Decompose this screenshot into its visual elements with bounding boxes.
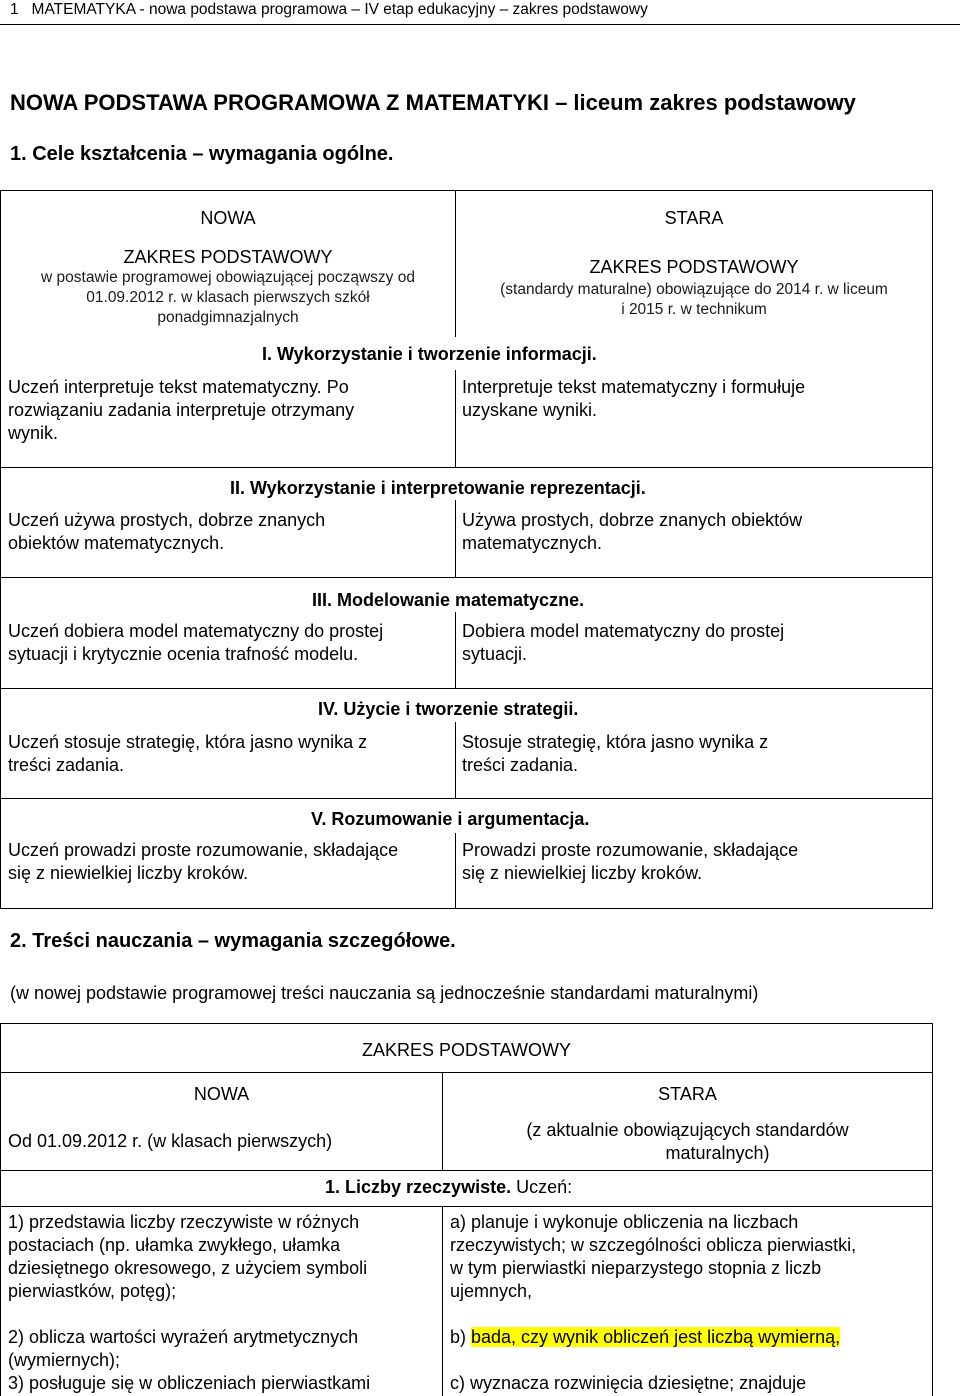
- old-desc-line-1: (standardy maturalne) obowiązujące do 2014 r. w liceum: [500, 281, 888, 298]
- row3-new: [8, 620, 383, 666]
- old-item-a-line-3: w tym pierwiastki nieparzystego stopnia z liczb: [450, 1258, 822, 1278]
- old-item-a-line-1: a) planuje i wykonuje obliczenia na liczbach: [450, 1212, 799, 1232]
- row5-new-line-2: się z niewielkiej liczby kroków.: [8, 863, 249, 883]
- old-item-b-highlight: bada, czy wynik obliczeń jest liczbą wymierną,: [471, 1327, 841, 1347]
- new-item3-line-1: 3) posługuje się w obliczeniach pierwiastkami: [8, 1373, 371, 1393]
- row2-old-line-2: matematycznych.: [462, 533, 603, 553]
- topic-rest: Uczeń:: [511, 1177, 573, 1197]
- row2-heading: II. Wykorzystanie i interpretowanie reprezentacji.: [230, 478, 646, 498]
- table1-hline-2: [0, 577, 933, 578]
- row1-new-line-3: wynik.: [8, 423, 59, 443]
- table1-divider-r3: [455, 612, 456, 688]
- row4-old: [462, 731, 768, 777]
- new-item1-line-3: dziesiętnego okresowego, z użyciem symboli: [8, 1258, 368, 1278]
- new-desc-line-1: w postawie programowej obowiązującej począwszy od: [41, 269, 415, 286]
- table2-hline-scope: [0, 1072, 933, 1073]
- row1-new: [8, 376, 354, 445]
- new-desc-line-2: 01.09.2012 r. w klasach pierwszych szkół: [86, 289, 370, 306]
- header-text: MATEMATYKA - nowa podstawa programowa – IV etap edukacyjny – zakres podstawowy: [31, 1, 648, 18]
- row5-new-line-1: Uczeń prowadzi proste rozumowanie, składające: [8, 840, 399, 860]
- table2-divider-body: [442, 1206, 443, 1396]
- table1-border-bottom: [0, 908, 933, 909]
- old-column-head: STARA: [664, 208, 724, 228]
- table1-hline-4: [0, 798, 933, 799]
- table2-hline-topic: [0, 1206, 933, 1207]
- old-item-b-prefix: b): [450, 1327, 472, 1347]
- topic-heading: [325, 1176, 572, 1199]
- running-header: [10, 1, 648, 19]
- new-desc-line-3: ponadgimnazjalnych: [157, 309, 299, 326]
- old-item-b: [450, 1326, 856, 1349]
- row4-new-line-2: treści zadania.: [8, 755, 125, 775]
- table2-new-head: NOWA: [193, 1084, 250, 1104]
- table1-border-top: [0, 190, 933, 191]
- row1-old-line-2: uzyskane wyniki.: [462, 400, 598, 420]
- row3-old: [462, 620, 784, 666]
- table1-border-right: [932, 190, 933, 909]
- table2-old-sub: [443, 1119, 932, 1165]
- row2-old-line-1: Używa prostych, dobrze znanych obiektów: [462, 510, 803, 530]
- new-item2-line-1: 2) oblicza wartości wyrażeń arytmetycznych: [8, 1327, 359, 1347]
- topic-bold: 1. Liczby rzeczywiste.: [325, 1177, 512, 1197]
- old-items: [450, 1211, 856, 1395]
- section1-title: 1. Cele kształcenia – wymagania ogólne.: [10, 143, 394, 165]
- table1-hline-3: [0, 688, 933, 689]
- table1-divider-r4: [455, 722, 456, 798]
- row2-new-line-2: obiektów matematycznych.: [8, 533, 225, 553]
- row5-old-line-2: się z niewielkiej liczby kroków.: [462, 863, 703, 883]
- table2-border-top: [0, 1023, 933, 1024]
- new-item1-line-4: pierwiastków, potęg);: [8, 1281, 177, 1301]
- row4-heading: IV. Użycie i tworzenie strategii.: [318, 699, 579, 719]
- new-column-scope: ZAKRES PODSTAWOWY: [123, 247, 333, 267]
- old-sub-line-1: (z aktualnie obowiązujących standardów: [526, 1120, 849, 1140]
- row3-new-line-1: Uczeń dobiera model matematyczny do prostej: [8, 621, 384, 641]
- row4-new-line-1: Uczeń stosuje strategię, która jasno wynika z: [8, 732, 368, 752]
- row5-heading: V. Rozumowanie i argumentacja.: [311, 809, 590, 829]
- row3-new-line-2: sytuacji i krytycznie ocenia trafność modelu.: [8, 644, 359, 664]
- new-item2-line-2: (wymiernych);: [8, 1350, 121, 1370]
- table2-border-right: [932, 1023, 933, 1396]
- row1-heading: I. Wykorzystanie i tworzenie informacji.: [262, 344, 597, 364]
- new-items: [8, 1211, 370, 1395]
- row4-old-line-1: Stosuje strategię, która jasno wynika z: [462, 732, 769, 752]
- old-column-desc: [456, 280, 932, 320]
- table1-divider-r1: [455, 370, 456, 468]
- row1-new-line-2: rozwiązaniu zadania interpretuje otrzymany: [8, 400, 355, 420]
- new-column-head: NOWA: [200, 208, 256, 228]
- old-column-scope: ZAKRES PODSTAWOWY: [589, 257, 799, 277]
- old-item-a-line-2: rzeczywistych; w szczególności oblicza pierwiastki,: [450, 1235, 857, 1255]
- table2-hline-sub: [0, 1170, 933, 1171]
- row3-heading: III. Modelowanie matematyczne.: [312, 590, 585, 610]
- row2-new-line-1: Uczeń używa prostych, dobrze znanych: [8, 510, 326, 530]
- old-item-c-line-1: c) wyznacza rozwinięcia dziesiętne; znajduje: [450, 1373, 807, 1393]
- new-item1-line-2: postaciach (np. ułamka zwykłego, ułamka: [8, 1235, 341, 1255]
- table2-scope: ZAKRES PODSTAWOWY: [361, 1040, 571, 1060]
- table1-divider-r2: [455, 500, 456, 577]
- row4-new: [8, 731, 367, 777]
- header-rule: [0, 24, 960, 25]
- row3-old-line-1: Dobiera model matematyczny do prostej: [462, 621, 785, 641]
- page-number: 1: [10, 1, 19, 18]
- row4-old-line-2: treści zadania.: [462, 755, 579, 775]
- row1-old-line-1: Interpretuje tekst matematyczny i formułuje: [462, 377, 806, 397]
- row5-new: [8, 839, 398, 885]
- row1-old: [462, 376, 805, 422]
- new-item1-line-1: 1) przedstawia liczby rzeczywiste w różnych: [8, 1212, 360, 1232]
- section2-title: 2. Treści nauczania – wymagania szczegółowe.: [10, 930, 456, 952]
- row2-new: [8, 509, 325, 555]
- row5-old: [462, 839, 798, 885]
- table2-new-sub: Od 01.09.2012 r. (w klasach pierwszych): [8, 1131, 333, 1151]
- section2-note: (w nowej podstawie programowej treści nauczania są jednocześnie standardami maturalnymi): [10, 983, 759, 1003]
- table1-hline-1: [0, 467, 933, 468]
- old-sub-line-2: maturalnych): [665, 1143, 770, 1163]
- new-column-desc: [1, 268, 455, 328]
- row2-old: [462, 509, 802, 555]
- row1-new-line-1: Uczeń interpretuje tekst matematyczny. Po: [8, 377, 349, 397]
- row5-old-line-1: Prowadzi proste rozumowanie, składające: [462, 840, 799, 860]
- old-item-a-line-4: ujemnych,: [450, 1281, 533, 1301]
- old-desc-line-2: i 2015 r. w technikum: [621, 301, 767, 318]
- document-title: NOWA PODSTAWA PROGRAMOWA Z MATEMATYKI – liceum zakres podstawowy: [10, 90, 856, 115]
- table1-divider-r5: [455, 833, 456, 908]
- row3-old-line-2: sytuacji.: [462, 644, 528, 664]
- table2-border-left: [0, 1023, 1, 1396]
- table2-old-head: STARA: [658, 1084, 717, 1104]
